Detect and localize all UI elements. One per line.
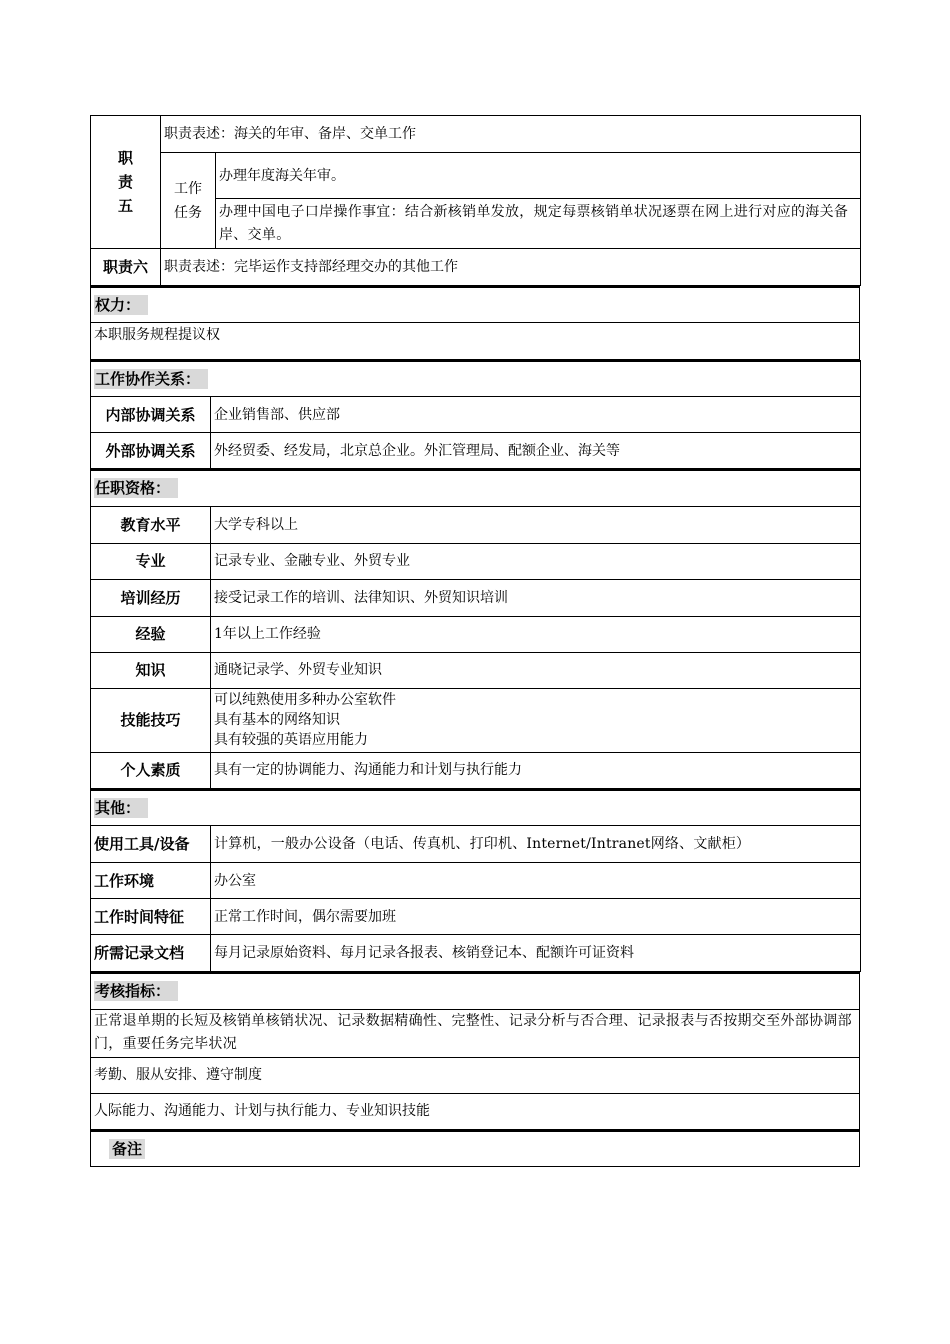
duty5-task-2: 办理中国电子口岸操作事宜：结合新核销单发放，规定每票核销单状况逐票在网上进行对应的海关备岸、交单。 (216, 199, 861, 249)
assessment-item: 考勤、服从安排、遵守制度 (91, 1057, 860, 1093)
authority-table (90, 286, 860, 360)
skill-item: 具有基本的网络知识 (214, 712, 340, 728)
other-table (90, 789, 861, 973)
external-relations-label: 外部协调关系 (91, 433, 211, 469)
other-value: 计算机，一般办公设备（电话、传真机、打印机、Internet/Intranet网络、文献柜） (211, 826, 861, 863)
duties-table (90, 115, 861, 286)
qualification-label: 专业 (91, 543, 211, 579)
qualification-label: 经验 (91, 616, 211, 652)
qualification-value: 大学专科以上 (211, 506, 861, 543)
personal-quality-value: 具有一定的协调能力、沟通能力和计划与执行能力 (211, 752, 861, 788)
duty5-description: 职责表述：海关的年审、备岸、交单工作 (161, 116, 861, 153)
skill-item: 具有较强的英语应用能力 (214, 732, 368, 748)
external-relations-value: 外经贸委、经发局，北京总企业。外汇管理局、配额企业、海关等 (211, 433, 861, 469)
other-value: 办公室 (211, 863, 861, 899)
qualification-label: 教育水平 (91, 506, 211, 543)
qualification-label: 培训经历 (91, 579, 211, 616)
skill-item: 可以纯熟使用多种办公室软件 (214, 692, 396, 708)
assessment-table (90, 972, 860, 1130)
other-label: 使用工具/设备 (91, 826, 211, 863)
other-label: 工作时间特征 (91, 899, 211, 935)
assessment-item: 人际能力、沟通能力、计划与执行能力、专业知识技能 (91, 1093, 860, 1129)
qualification-value: 通晓记录学、外贸专业知识 (211, 652, 861, 688)
duty6-description: 职责表述：完毕运作支持部经理交办的其他工作 (161, 249, 861, 286)
duty5-task-label: 工作 任务 (161, 153, 216, 249)
assessment-item: 正常退单期的长短及核销单核销状况、记录数据精确性、完整性、记录分析与否合理、记录报表与否按期交至外部协调部门，重要任务完毕状况 (91, 1009, 860, 1057)
duty5-label: 职 责 五 (91, 116, 161, 249)
other-label: 工作环境 (91, 863, 211, 899)
assessment-header: 考核指标： (91, 973, 860, 1009)
qualifications-table (90, 469, 861, 789)
remarks-header: 备注 (91, 1131, 860, 1167)
qualification-value: 1年以上工作经验 (211, 616, 861, 652)
other-value: 每月记录原始资料、每月记录各报表、核销登记本、配额许可证资料 (211, 935, 861, 972)
qualification-value: 接受记录工作的培训、法律知识、外贸知识培训 (211, 579, 861, 616)
skills-list (211, 688, 861, 752)
internal-relations-value: 企业销售部、供应部 (211, 397, 861, 433)
other-value: 正常工作时间，偶尔需要加班 (211, 899, 861, 935)
duty6-label: 职责六 (91, 249, 161, 286)
duty5-task-1: 办理年度海关年审。 (216, 153, 861, 199)
other-header: 其他： (91, 790, 861, 826)
skills-label: 技能技巧 (91, 688, 211, 752)
qualification-label: 知识 (91, 652, 211, 688)
personal-quality-label: 个人素质 (91, 752, 211, 788)
authority-content: 本职服务规程提议权 (91, 322, 860, 359)
qualifications-header: 任职资格： (91, 470, 861, 506)
qualification-value: 记录专业、金融专业、外贸专业 (211, 543, 861, 579)
relations-header: 工作协作关系： (91, 361, 861, 397)
internal-relations-label: 内部协调关系 (91, 397, 211, 433)
job-description-page (90, 115, 860, 1167)
relations-table (90, 360, 861, 470)
authority-header: 权力： (91, 287, 860, 322)
remarks-table (90, 1130, 860, 1168)
other-label: 所需记录文档 (91, 935, 211, 972)
